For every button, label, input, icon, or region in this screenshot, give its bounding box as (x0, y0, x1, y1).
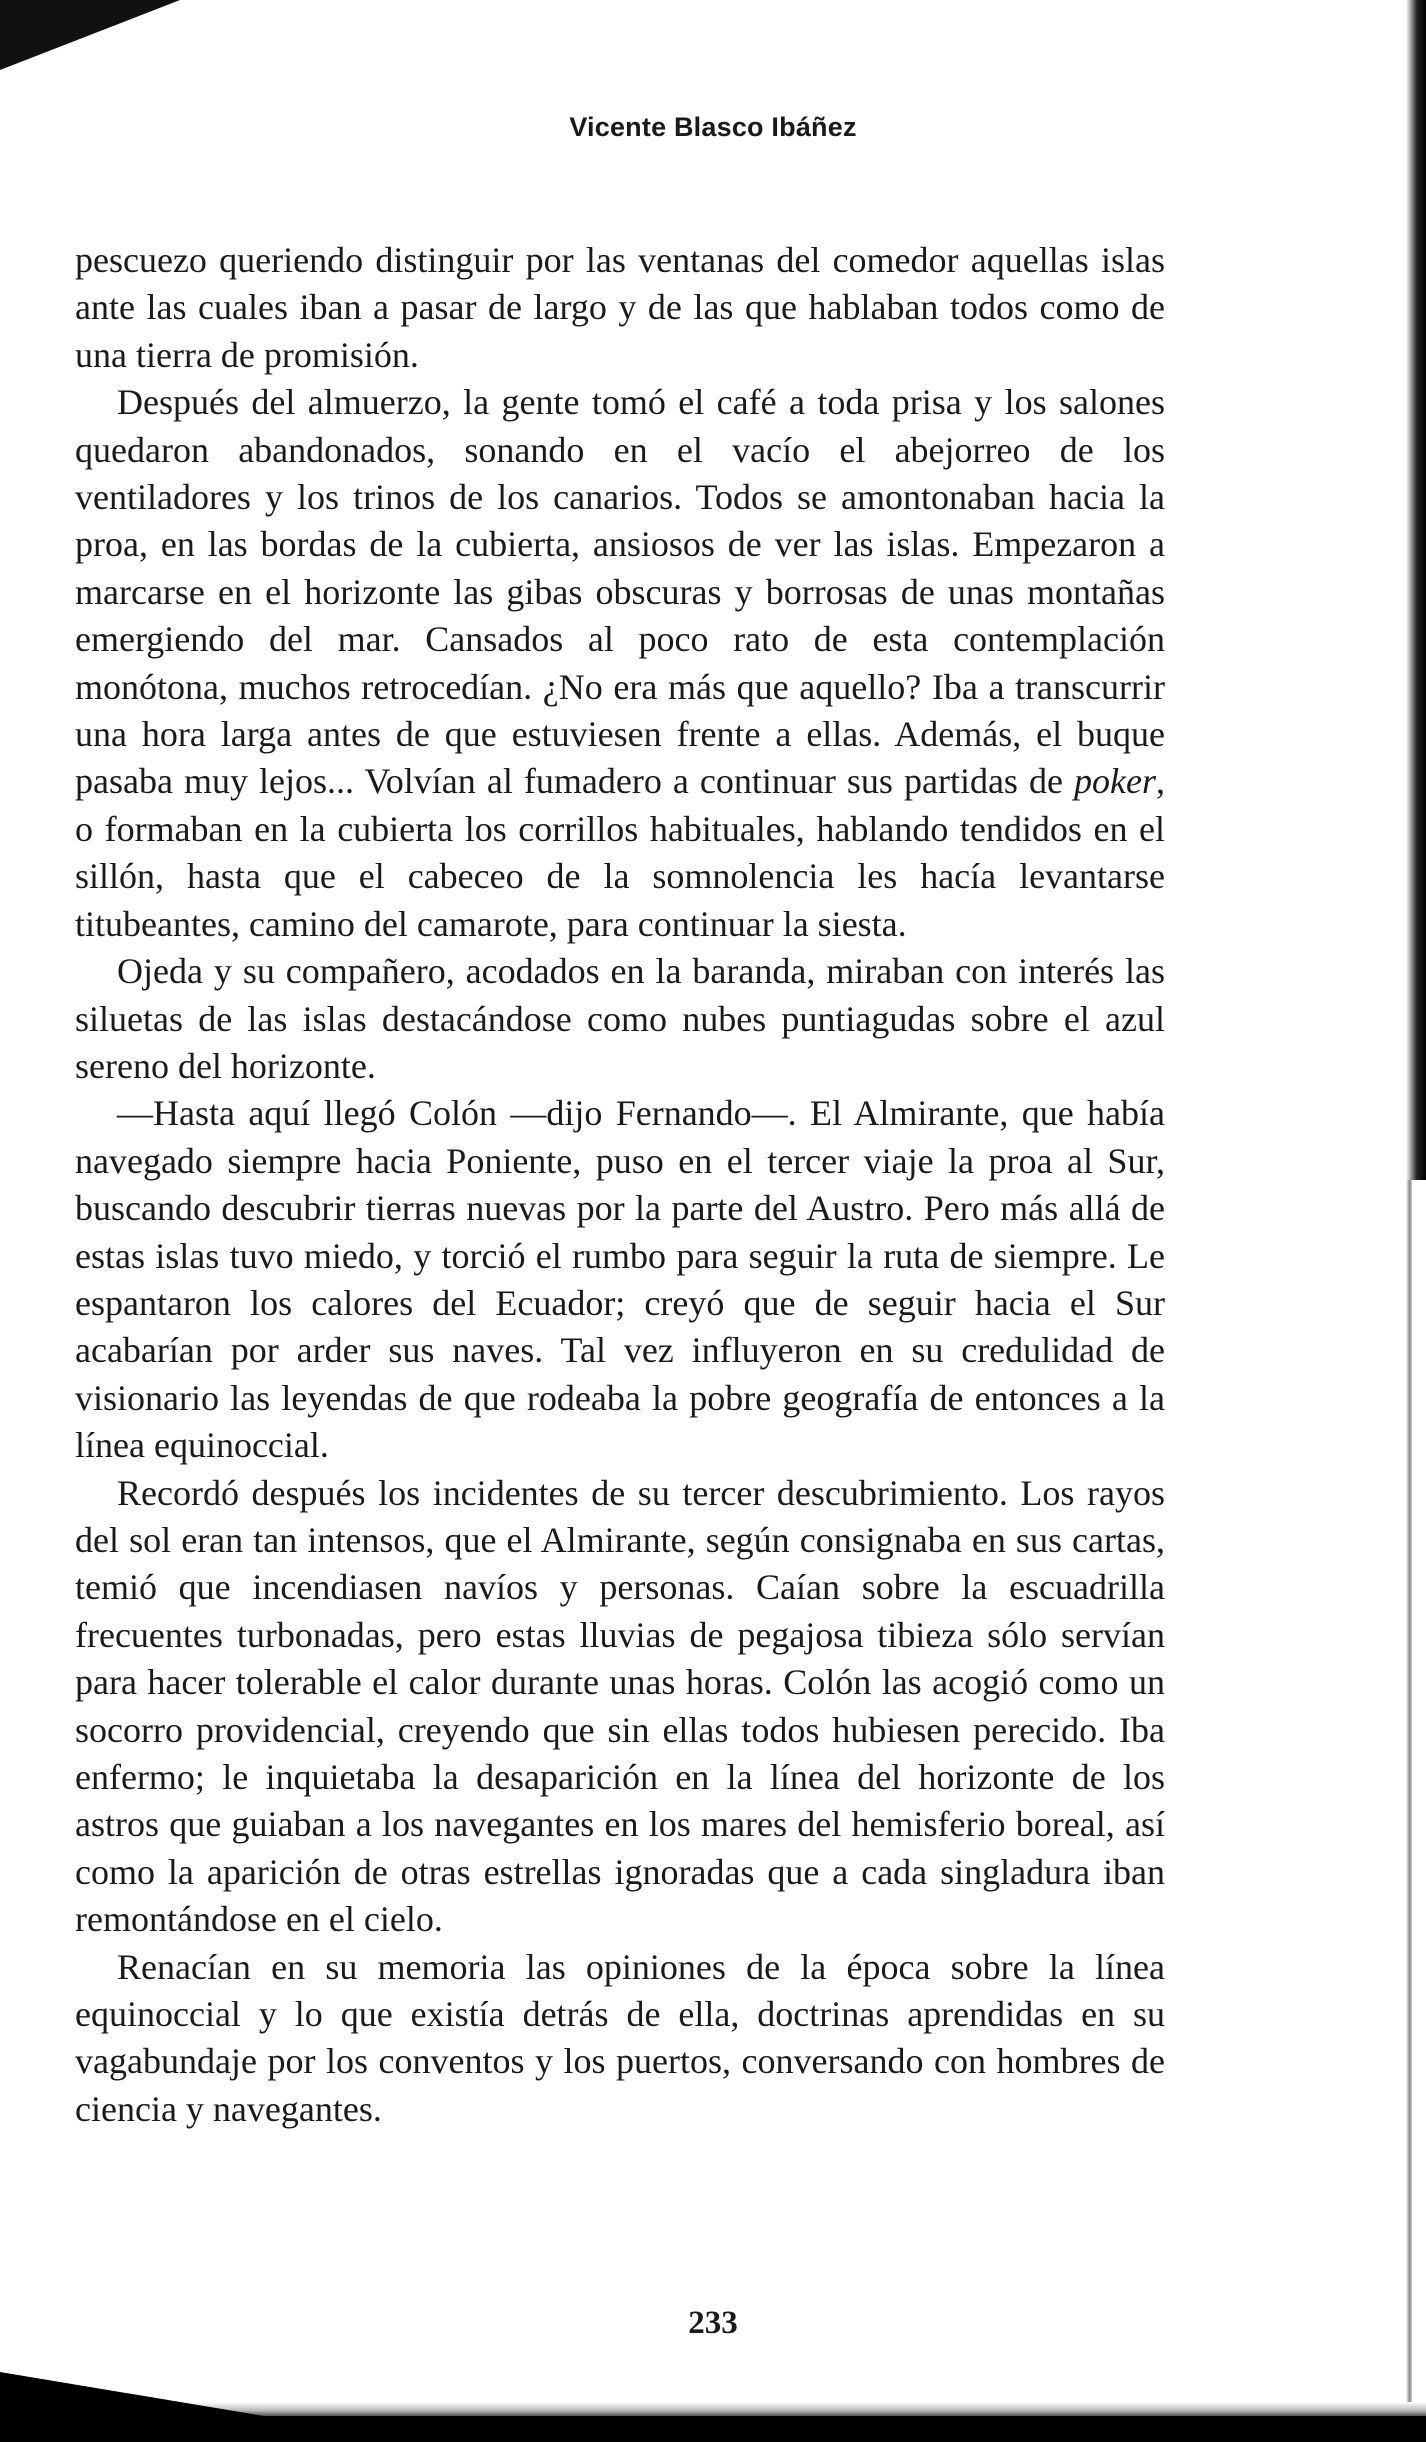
paragraph-text: Después del almuerzo, la gente tomó el café a toda prisa y los salones quedaron abandonados, sonando en el vacío el abejorreo de los ventiladores y los trinos de los canarios. Todos se amontonaban hacia la proa, en las bordas de la cubierta, ansiosos de ver las islas. Empezaron a marcarse en el horizonte las gibas obscuras y borrosas de unas montañas emergiendo del mar. Cansados al poco rato de esta contemplación monótona, muchos retrocedían. ¿No era más que aquello? Iba a transcurrir una hora larga antes de que estuviesen frente a ellas. Además, el buque pasaba muy lejos... Volvían al fumadero a continuar sus partidas de (75, 382, 1165, 802)
running-head: Vicente Blasco Ibáñez (569, 112, 857, 142)
paragraph-text-continued: , o formaban en la cubierta los corrillos habituales, hablando tendidos en el sillón, hasta que el cabeceo de la somnolencia les hacía levantarse titubeantes, camino del camarote, para continuar la siesta. (75, 761, 1165, 944)
page-number: 233 (688, 2305, 738, 2341)
scan-shadow-right-edge (1406, 0, 1426, 1180)
paragraph-text: pescuezo queriendo distinguir por las ventanas del comedor aquellas islas ante las cuales iban a pasar de largo y de las que hablaban todos como de una tierra de promisión. (75, 240, 1165, 375)
scan-shadow-bottom-left (0, 2372, 420, 2442)
paragraph-text: Renacían en su memoria las opiniones de la época sobre la línea equinoccial y lo que existía detrás de ella, doctrinas aprendidas en su vagabundaje por los conventos y los puertos, conversando con hombres de ciencia y navegantes. (75, 1946, 1165, 2129)
paragraph (75, 237, 1165, 379)
paragraph-text: Ojeda y su compañero, acodados en la baranda, miraban con interés las siluetas de las islas destacándose como nubes puntiagudas sobre el azul sereno del horizonte. (75, 951, 1165, 1086)
paragraph-text: —Hasta aquí llegó Colón —dijo Fernando—. El Almirante, que había navegado siempre hacia Poniente, puso en el tercer viaje la proa al Sur, buscando descubrir tierras nuevas por la parte del Austro. Pero más allá de estas islas tuvo miedo, y torció el rumbo para seguir la ruta de siempre. Le espantaron los calores del Ecuador; creyó que de seguir hacia el Sur acabarían por arder sus naves. Tal vez influyeron en su credulidad de visionario las leyendas de que rodeaba la pobre geografía de entonces a la línea equinoccial. (75, 1093, 1165, 1466)
scan-shadow-top-left (0, 0, 180, 70)
paragraph (75, 379, 1165, 948)
scan-shadow-top-left-edge (0, 0, 14, 60)
body-text (75, 237, 1165, 2133)
italic-word: poker (1074, 761, 1156, 802)
paragraph (75, 948, 1165, 1090)
paragraph (75, 1470, 1165, 1944)
scan-shadow-right-edge-lower (1406, 1180, 1412, 2442)
paragraph (75, 1944, 1165, 2134)
paragraph (75, 1090, 1165, 1469)
paragraph-text: Recordó después los incidentes de su tercer descubrimiento. Los rayos del sol eran tan intensos, que el Almirante, según consignaba en sus cartas, temió que incendiasen navíos y personas. Caían sobre la escuadrilla frecuentes turbonadas, pero estas lluvias de pegajosa tibieza sólo servían para hacer tolerable el calor durante unas horas. Colón las acogió como un socorro providencial, creyendo que sin ellas todos hubiesen perecido. Iba enfermo; le inquietaba la desaparición en la línea del horizonte de los astros que guiaban a los navegantes en los mares del hemisferio boreal, así como la aparición de otras estrellas ignoradas que a cada singladura iban remontándose en el cielo. (75, 1472, 1165, 1940)
